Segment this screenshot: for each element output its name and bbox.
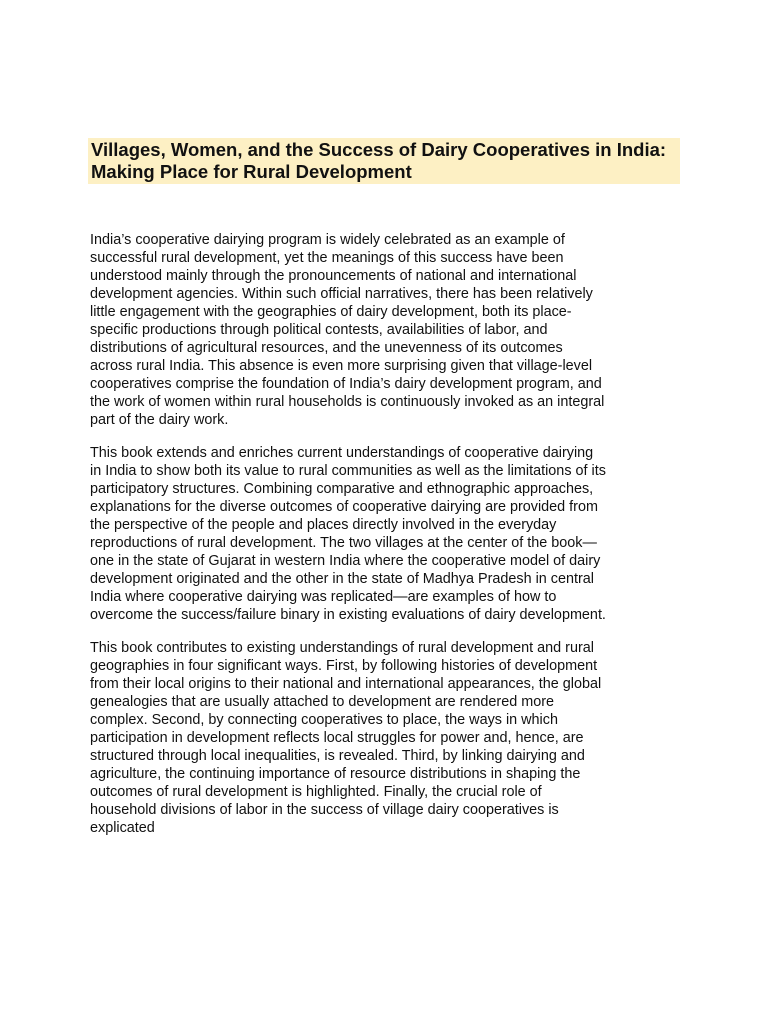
paragraph-2: This book extends and enriches current understandings of cooperative dairying in India to show both its value to rural communities as well as the limitations of its participatory structures. Combining comparative and ethnographic approaches, explanations for the diverse outcomes of cooperative dairying are provided from the perspective of the people and places directly involved in the everyday reproductions of rural development. The two villages at the center of the book—one in the state of Gujarat in western India where the cooperative model of dairy development originated and the other in the state of Madhya Pradesh in central India where cooperative dairying was replicated—are examples of how to overcome the success/failure binary in existing evaluations of dairy development.: [90, 445, 606, 623]
document-body: [90, 231, 608, 852]
paragraph-3: This book contributes to existing understandings of rural development and rural geographies in four significant ways. First, by following histories of development from their local origins to their national and international appearances, the global genealogies that are usually attached to development are rendered more complex. Second, by connecting cooperatives to place, the ways in which participation in development reflects local struggles for power and, hence, are structured through local inequalities, is revealed. Third, by linking dairying and agriculture, the continuing importance of resource distributions in shaping the outcomes of rural development is highlighted. Finally, the crucial role of household divisions of labor in the success of village dairy cooperatives is explicated: [90, 640, 602, 836]
document-title: Villages, Women, and the Success of Dairy Cooperatives in India: Making Place for Rural Development: [91, 139, 667, 182]
paragraph-1: India’s cooperative dairying program is widely celebrated as an example of successful rural development, yet the meanings of this success have been understood mainly through the pronouncements of national and international development agencies. Within such official narratives, there has been relatively little engagement with the geographies of dairy development, both its place-specific productions through political contests, availabilities of labor, and distributions of agricultural resources, and the unevenness of its outcomes across rural India. This absence is even more surprising given that village-level cooperatives comprise the foundation of India’s dairy development program, and the work of women within rural households is continuously invoked as an integral part of the dairy work.: [90, 232, 605, 428]
